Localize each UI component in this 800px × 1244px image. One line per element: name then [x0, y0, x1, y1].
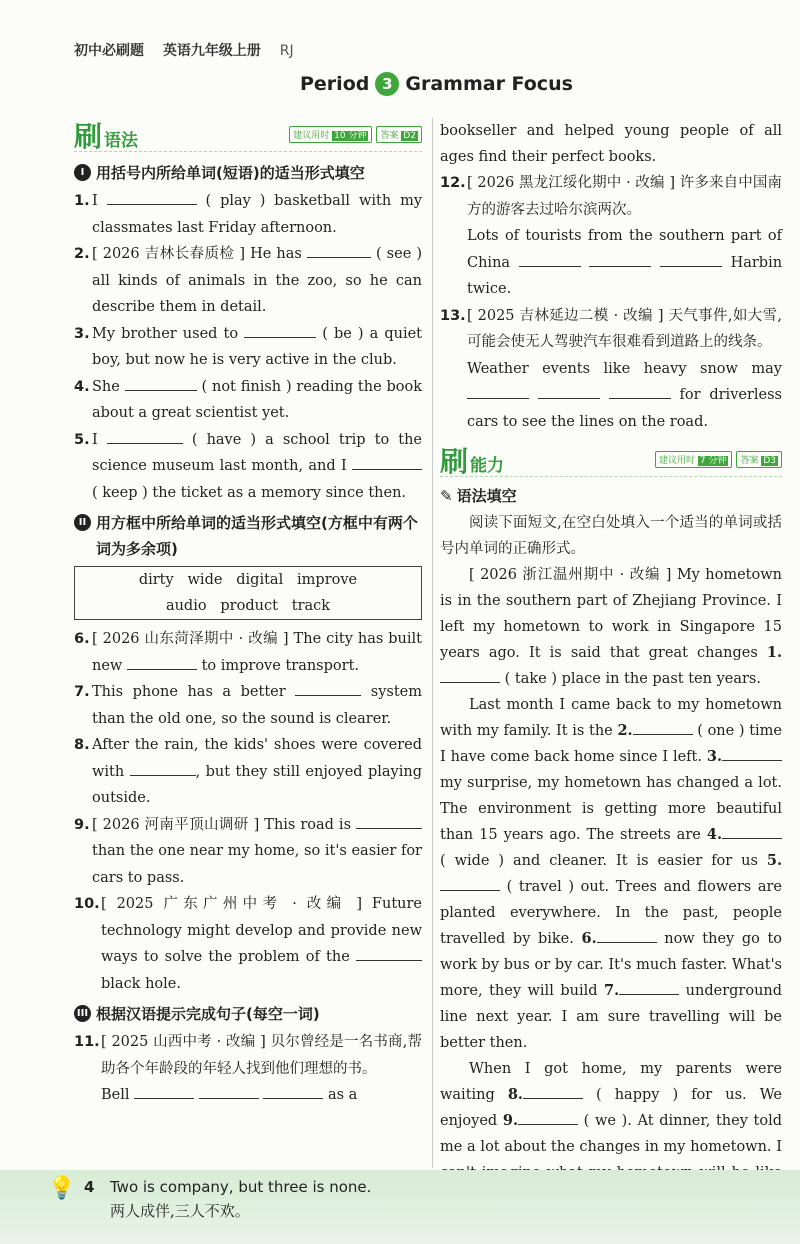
- time-tag: 建议用时 7 分钟: [655, 451, 732, 468]
- answer-blank[interactable]: [130, 760, 196, 776]
- question-12: 12. [ 2026 黑龙江绥化期中 · 改编 ] 许多来自中国南方的游客去过哈尔滨两次。 Lots of tourists from the southern part of China Harbin twice.: [440, 175, 783, 297]
- cloze-paragraph-2: Last month I came back to my hometown with my family. It is the 2. ( one ) time I have come back home since I left. 3. my surprise, my hometown has changed a lot. The environment is getting more beautiful than 15 years ago. The streets are 4. ( wide ) and cleaner. It is easier for us 5. ( travel ) out. Trees and flowers are planted everywhere. In the past, people travelled by bike. 6. now they go to work by bus or by car. It's much faster. What's more, they will build 7. underground line next year. I am sure travelling will be better then.: [440, 697, 783, 1051]
- answer-blank[interactable]: [519, 251, 581, 267]
- right-column: [440, 118, 782, 1212]
- answer-blank[interactable]: [619, 979, 679, 995]
- answer-blank[interactable]: [125, 375, 197, 391]
- section-label: 能力: [470, 455, 505, 476]
- page-number: 4: [84, 1178, 95, 1196]
- answer-blank[interactable]: [597, 927, 657, 943]
- part1-title: I 用括号内所给单词(短语)的适当形式填空: [74, 160, 422, 186]
- edition: RJ: [279, 43, 294, 59]
- answer-blank[interactable]: [356, 813, 422, 829]
- answer-tag: 答案 D3: [736, 451, 782, 468]
- answer-blank[interactable]: [467, 383, 529, 399]
- word-box: dirty wide digital improve audio product track: [74, 566, 422, 620]
- cloze-paragraph-3: When I got home, my parents were waiting 8. ( happy ) for us. We enjoyed 9. ( we ). At dinner, they told me a lot about the changes in my hometown. I: [440, 1056, 782, 1212]
- section-brand: [440, 440, 504, 480]
- answer-tag: 答案 D2: [376, 126, 422, 143]
- answer-blank[interactable]: [263, 1083, 323, 1099]
- question-5: 5. I ( have ) a school trip to the science museum last month, and I ( keep ) the ticket as a memory since then.: [74, 427, 422, 507]
- answer-blank[interactable]: [127, 654, 197, 670]
- book-name: 初中必刷题: [74, 43, 144, 59]
- answer-blank[interactable]: [295, 680, 361, 696]
- proverb-english: Two is company, but three is none.: [110, 1178, 372, 1196]
- period-topic: Grammar Focus: [405, 73, 573, 95]
- ability-section-header: [440, 443, 782, 477]
- answer-blank[interactable]: [722, 745, 782, 761]
- section-brand: [74, 115, 138, 155]
- period-title: [300, 72, 573, 96]
- cloze-title: ✎ 语法填空: [440, 486, 517, 505]
- question-2: 2. [ 2026 吉林长春质检 ] He has ( see ) all kinds of animals in the zoo, so he can describe them in detail.: [74, 241, 422, 321]
- page-footer: [0, 1170, 800, 1244]
- question-9: 9. [ 2026 河南平顶山调研 ] This road is than the one near my home, so it's easier for cars to pass.: [74, 812, 422, 892]
- part2-title: II 用方框中所给单词的适当形式填空(方框中有两个词为多余项): [74, 510, 422, 562]
- question-8: 8. After the rain, the kids' shoes were covered with , but they still enjoyed playing outside.: [74, 737, 423, 806]
- answer-blank[interactable]: [523, 1083, 583, 1099]
- cloze-instructions: 阅读下面短文,在空白处填入一个适当的单词或括号内单词的正确形式。: [440, 515, 782, 557]
- answer-blank[interactable]: [440, 875, 500, 891]
- question-11-continued: bookseller and helped young people of all ages find their perfect books.: [440, 123, 782, 165]
- answer-blank[interactable]: [609, 383, 671, 399]
- question-7: 7. This phone has a better system than the old one, so the sound is clearer.: [74, 679, 422, 732]
- answer-blank[interactable]: [307, 242, 371, 258]
- question-10: 10. [ 2025 广东广州中考 · 改编 ] Future technology might develop and provide new ways to solve the problem of the black hole.: [74, 896, 422, 992]
- answer-blank[interactable]: [244, 322, 316, 338]
- cloze-paragraph-1: [ 2026 浙江温州期中 · 改编 ] My hometown is in the southern part of Zhejiang Province. I left my hometown to work in Singapore 15 years ago. It is said that great changes 1. ( take ) place in the past ten years.: [440, 567, 783, 687]
- answer-blank[interactable]: [633, 719, 693, 735]
- section-label: 语法: [104, 130, 139, 151]
- lightbulb-icon: 💡: [48, 1176, 76, 1201]
- answer-blank[interactable]: [352, 454, 422, 470]
- section-tags: [289, 126, 422, 143]
- answer-blank[interactable]: [356, 945, 422, 961]
- answer-blank[interactable]: [538, 383, 600, 399]
- period-number: 3: [375, 72, 399, 96]
- left-column: [74, 118, 422, 1109]
- pen-icon: ✎: [440, 486, 453, 505]
- question-13: 13. [ 2025 吉林延边二模 · 改编 ] 天气事件,如大雪,可能会使无人驾驶汽车很难看到道路上的线条。 Weather events like heavy snow may for driverless cars to see the lines on the road.: [440, 307, 782, 430]
- question-6: 6. [ 2026 山东菏泽期中 · 改编 ] The city has built new to improve transport.: [74, 631, 422, 674]
- answer-blank[interactable]: [107, 189, 197, 205]
- period-word: Period: [300, 73, 370, 95]
- answer-blank[interactable]: [107, 428, 183, 444]
- page-header: [74, 40, 308, 60]
- grammar-section-header: [74, 118, 422, 152]
- question-11: 11. [ 2025 山西中考 · 改编 ] 贝尔曾经是一名书商,帮助各个年龄段的年轻人找到他们理想的书。 Bell as a: [74, 1034, 422, 1103]
- answer-blank[interactable]: [199, 1083, 259, 1099]
- proverb-chinese: 两人成伴,三人不欢。: [110, 1202, 250, 1220]
- answer-blank[interactable]: [440, 667, 500, 683]
- part-numeral: I: [74, 164, 91, 181]
- question-1: 1. I ( play ) basketball with my classmates last Friday afternoon.: [74, 188, 422, 241]
- answer-blank[interactable]: [589, 251, 651, 267]
- part-numeral: III: [74, 1005, 91, 1022]
- answer-blank[interactable]: [660, 251, 722, 267]
- question-3: 3. My brother used to ( be ) a quiet boy, but now he is very active in the club.: [74, 321, 422, 374]
- time-tag: 建议用时 10 分钟: [289, 126, 372, 143]
- subject-name: 英语九年级上册: [162, 43, 261, 59]
- brush-char: 刷: [440, 444, 469, 478]
- answer-blank[interactable]: [722, 823, 782, 839]
- section-tags: [655, 451, 782, 468]
- part-numeral: II: [74, 514, 91, 531]
- part3-title: III 根据汉语提示完成句子(每空一词): [74, 1001, 422, 1027]
- question-4: 4. She ( not finish ) reading the book about a great scientist yet.: [74, 374, 422, 427]
- column-divider: [432, 118, 433, 1168]
- brush-char: 刷: [74, 119, 103, 153]
- answer-blank[interactable]: [518, 1109, 578, 1125]
- answer-blank[interactable]: [134, 1083, 194, 1099]
